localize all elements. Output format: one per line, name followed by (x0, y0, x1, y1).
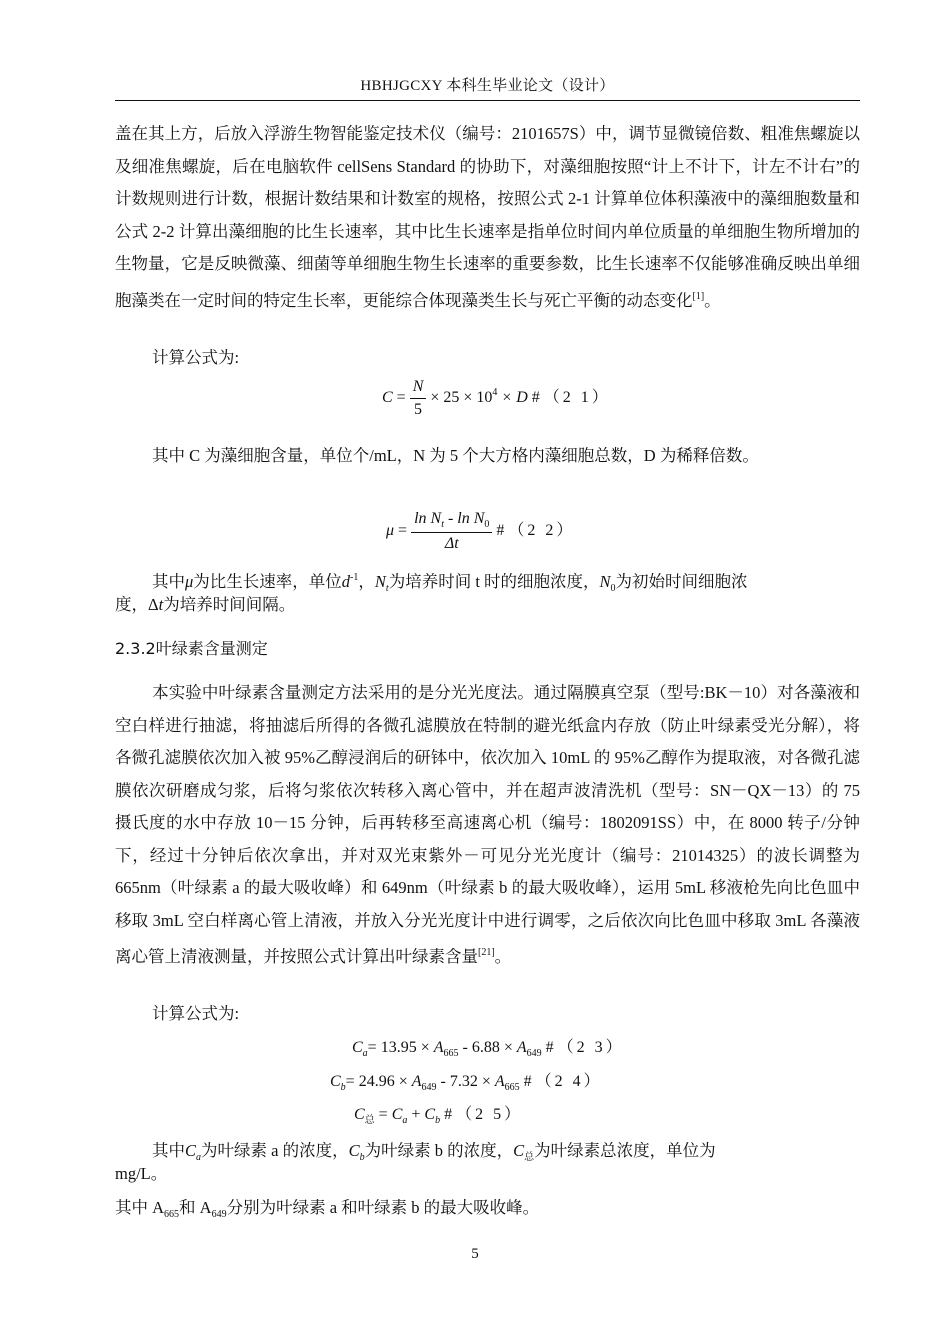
eq1-hash: # (531, 389, 540, 407)
exp3-cb: C (348, 1141, 360, 1160)
page-number: 5 (471, 1246, 479, 1262)
eq2-num-a-sub: t (441, 519, 444, 530)
eq2-exp-p4: 为培养时间 t 时的细胞浓度， (388, 572, 600, 591)
eq2-exp-nt: N (374, 572, 386, 591)
paragraph-2-text: 本实验中叶绿素含量测定方法采用的是分光光度法。通过隔膜真空泵（型号:BK－10）对各藻液和空白样进行抽滤，将抽滤后所得的各微孔滤膜放在特制的避光纸盒内存放（防止叶绿素受光分解），将各微孔滤膜依次加入被 95%乙醇浸润后的研钵中，依次加入 10mL 的 95%乙醇作为提取液，对各微孔滤膜依次研磨成匀浆，后将匀浆依次转移入离心管中，并在超声波清洗机（型号：SN－QX－13）的 75 摄氏度的水中存放 10－15 分钟，后再转移至高速离心机（编号：1802091SS）中，在 8000 转子/分钟下，经过十分钟后依次拿出，并对双光束紫外－可见分光光度计（编号：21014325）的波长调整为 665nm（叶绿素 a 的最大吸收峰）和 649nm（叶绿素 b 的最大吸收峰），运用 5mL 移液枪先向比色皿中移取 3mL 空白样离心管上清液，并放入分光光度计中进行调零，之后依次向比色皿中移取 3mL 各藻液离心管上清液测量，并按照公式计算出叶绿素含量 (115, 683, 860, 966)
eq3-explanation-line1 (152, 1137, 716, 1163)
eq4-number: （2 4） (535, 1073, 603, 1090)
eq5-c: C (354, 1106, 365, 1123)
eq2-exp-unit-exp: -1 (350, 572, 359, 583)
eq5-number: （2 5） (456, 1106, 524, 1123)
eq4-a2: A (494, 1073, 505, 1090)
eq5-a2: C (424, 1106, 436, 1123)
paragraph-2 (115, 677, 860, 974)
equation-2-5 (354, 1101, 523, 1126)
eq4-a1-sub: 649 (421, 1082, 437, 1093)
exp3-p3: 为叶绿素 b 的浓度， (364, 1141, 514, 1160)
eq1-numerator: N (410, 378, 427, 399)
eq5-c-sub: 总 (364, 1115, 375, 1126)
eq2-number: （2 2） (508, 522, 576, 540)
eq4-body2: - 7.32 × (436, 1073, 495, 1090)
eq3-a2-sub: 649 (526, 1048, 542, 1059)
eq1-explanation: 其中 C 为藻细胞含量，单位个/mL，N 为 5 个大方格内藻细胞总数，D 为稀释倍数。 (152, 446, 759, 465)
eq2-hash: # (496, 522, 505, 540)
eq2-exp-unit: d (341, 572, 351, 591)
absorbance-note (115, 1194, 539, 1220)
eq2-exp-t: t (158, 595, 164, 614)
eq1-number: （2 1） (543, 389, 611, 407)
exp3-cb-sub: b (359, 1152, 365, 1163)
exp3-ct-sub: 总 (524, 1152, 535, 1163)
paragraph-2-end: 。 (494, 947, 512, 966)
formula-label-2: 计算公式为: (152, 1004, 240, 1023)
eq2-exp-p6: 度，Δ (115, 595, 159, 614)
last-p3: 分别为叶绿素 a 和叶绿素 b 的最大吸收峰。 (226, 1198, 540, 1217)
eq2-exp-p3: ， (358, 572, 375, 591)
eq4-a2-sub: 665 (504, 1082, 520, 1093)
header-rule (115, 100, 860, 101)
eq3-c-sub: a (362, 1048, 368, 1059)
eq2-num-mid: - ln N (443, 510, 485, 527)
last-p2: 和 A (179, 1198, 212, 1217)
citation-21: [21] (478, 947, 495, 958)
eq3-a1-sub: 665 (443, 1048, 459, 1059)
eq1-lhs: C (382, 389, 393, 407)
eq1-rest: × 25 × 10 (430, 389, 493, 407)
formula-label-1: 计算公式为: (152, 348, 240, 367)
exp3-p4: 为叶绿素总浓度，单位为 (534, 1141, 716, 1160)
eq2-num-a: ln N (414, 510, 442, 527)
exp3-p2: 为叶绿素 a 的浓度， (201, 1141, 349, 1160)
paragraph-1 (115, 118, 860, 317)
eq5-body2: + (407, 1106, 425, 1123)
eq1-denominator: 5 (414, 401, 423, 418)
eq4-c-sub: b (340, 1082, 346, 1093)
eq3-number: （2 3） (557, 1039, 625, 1056)
eq1-exponent: 4 (492, 387, 498, 399)
citation-1: [1] (692, 290, 705, 302)
eq2-lhs: μ (386, 522, 395, 540)
eq2-exp-p2: 为比生长速率，单位 (193, 572, 342, 591)
eq2-denominator: Δt (444, 535, 459, 552)
eq3-a1: A (433, 1039, 444, 1056)
eq5-body1: = (374, 1106, 392, 1123)
eq2-exp-n0: N (599, 572, 611, 591)
eq3-explanation-line2: mg/L。 (115, 1164, 168, 1183)
exp3-ca-sub: a (196, 1152, 202, 1163)
eq2-numerator (411, 510, 492, 533)
eq2-equals: = (398, 522, 408, 540)
page-header: HBHJGCXY 本科生毕业论文（设计） (360, 78, 615, 94)
eq2-num-b-sub: 0 (484, 519, 490, 530)
eq3-hash: # (545, 1039, 554, 1056)
eq3-a2: A (516, 1039, 527, 1056)
eq5-a2-sub: b (435, 1115, 441, 1126)
equation-2-2 (386, 510, 575, 553)
eq2-exp-nt-sub: t (385, 583, 389, 594)
eq4-c: C (330, 1073, 341, 1090)
eq2-exp-p1: 其中 (152, 572, 185, 591)
eq4-hash: # (523, 1073, 532, 1090)
eq3-c: C (352, 1039, 363, 1056)
last-s2: 649 (211, 1209, 227, 1220)
eq1-tail: × D (501, 389, 528, 407)
eq3-body2: - 6.88 × (458, 1039, 517, 1056)
eq2-exp-n0-sub: 0 (610, 583, 616, 594)
equation-2-4 (330, 1068, 603, 1093)
eq5-a1: C (391, 1106, 403, 1123)
paragraph-1-text: 盖在其上方，后放入浮游生物智能鉴定技术仪（编号：2101657S）中，调节显微镜倍数、粗准焦螺旋以及细准焦螺旋，后在电脑软件 cellSens Standard 的协助下，对藻细胞按照“计上不计下，计左不计右”的计数规则进行计数，根据计数结果和计数室的规格，按照公式 2-1 计算单位体积藻液中的藻细胞数量和公式 2-2 计算出藻细胞的比生长速率，其中比生长速率是指单位时间内单位质量的单细胞生物所增加的生物量，它是反映微藻、细菌等单细胞生物生长速率的重要参数，比生长速率不仅能够准确反映出单细胞藻类在一定时间的特定生长率，更能综合体现藻类生长与死亡平衡的动态变化 (115, 124, 860, 310)
exp3-ct: C (513, 1141, 525, 1160)
eq4-a1: A (411, 1073, 422, 1090)
eq2-fraction (411, 510, 492, 553)
exp3-p1: 其中 (152, 1141, 185, 1160)
eq2-exp-mu: μ (185, 572, 194, 591)
eq5-hash: # (444, 1106, 453, 1123)
eq2-exp-p5: 为初始时间细胞浓 (615, 572, 748, 591)
equation-2-3 (352, 1034, 625, 1059)
eq4-body1: = 24.96 × (345, 1073, 412, 1090)
eq1-equals: = (396, 389, 406, 407)
eq1-fraction (410, 378, 427, 419)
last-s1: 665 (164, 1209, 180, 1220)
last-p1: 其中 A (115, 1198, 165, 1217)
eq5-a1-sub: a (402, 1115, 408, 1126)
eq2-explanation-line2 (115, 591, 295, 615)
paragraph-1-end: 。 (704, 290, 721, 310)
equation-2-1 (382, 378, 611, 419)
eq2-exp-p7: 为培养时间间隔。 (163, 595, 296, 614)
exp3-ca: C (185, 1141, 197, 1160)
eq3-body1: = 13.95 × (367, 1039, 434, 1056)
section-heading: 2.3.2叶绿素含量测定 (115, 639, 268, 658)
